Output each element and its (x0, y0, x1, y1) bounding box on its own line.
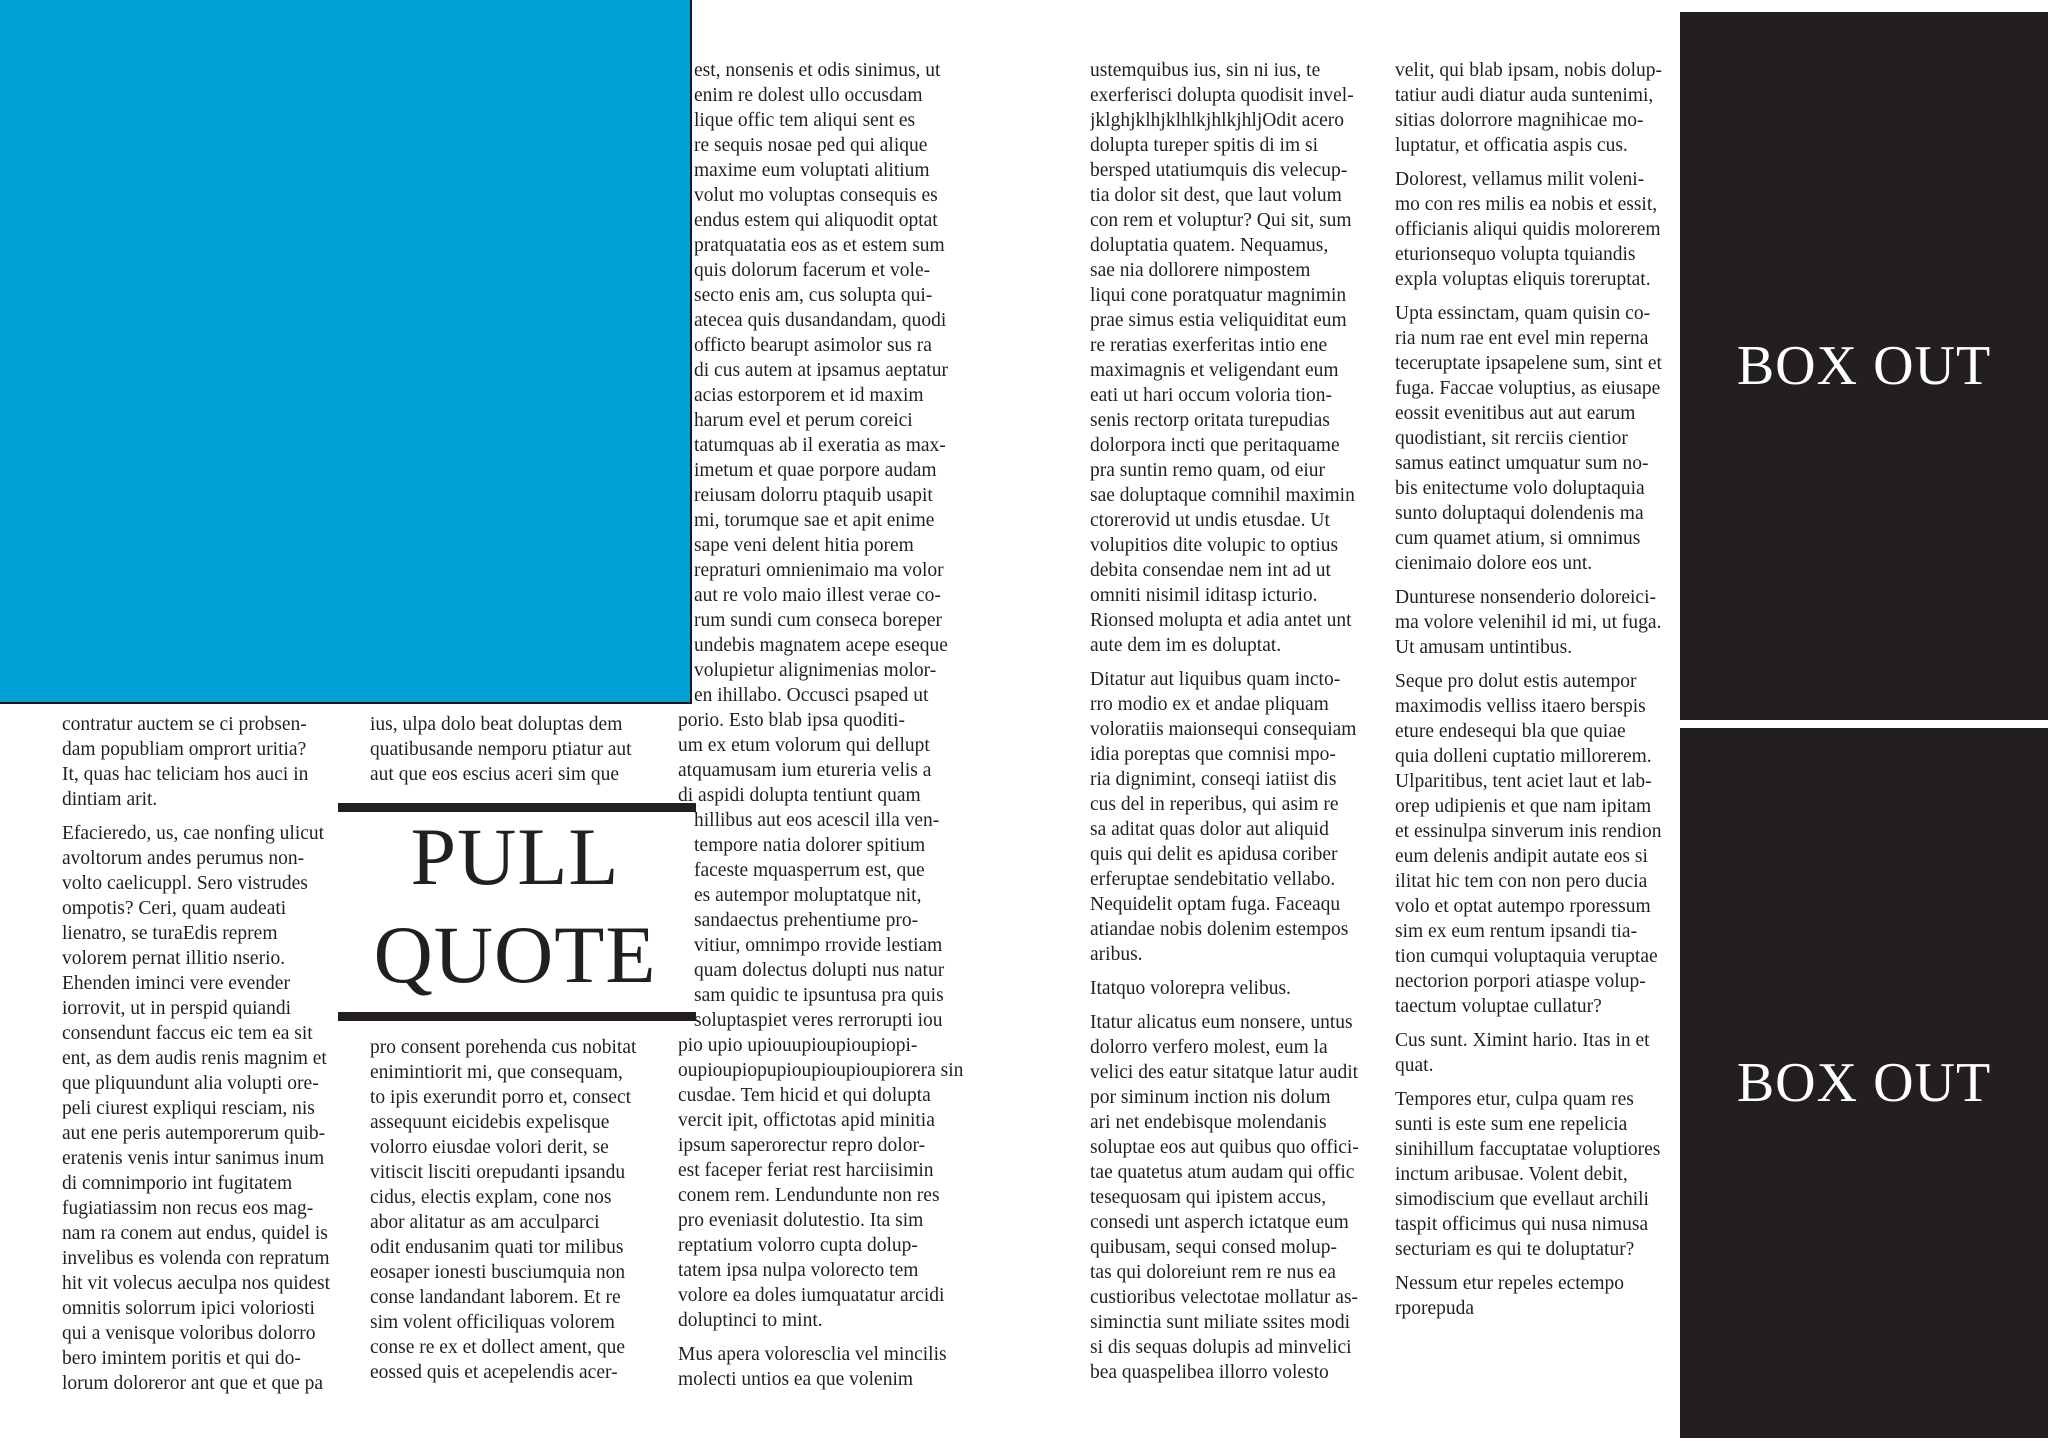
text-line: porio. Esto blab ipsa quoditi- (678, 710, 905, 731)
text-line: imetum et quae porpore audam (694, 460, 937, 481)
text-line: atecea quis dusandandam, quodi (694, 310, 947, 331)
text-line: repraturi omnienimaio ma volor (694, 560, 944, 581)
body-paragraph: Ditatur aut liquibus quam incto- rro modio ex et andae pliquam voloratiis maionsequi consequiam idia poreptas que comnisi mpo- ria dignimint, conseqi iatiist dis cus del in reperibus, qui asim re sa aditat quas dolor aut aliquid quis qui delit es apidusa coriber erferuptae sendebitatio vellabo. Nequidelit optam fuga. Faceaqu atiandae nobis dolenim estempos aribus. (1090, 669, 1357, 965)
text-line: um ex etum volorum qui dellupt (678, 735, 930, 756)
body-paragraph: Itatquo volorepra velibus. (1090, 978, 1291, 999)
text-line: lique offic tem aliqui sent es (694, 110, 916, 131)
image-placeholder (0, 0, 692, 704)
pull-quote (340, 808, 690, 1004)
text-line: est, nonsenis et odis sinimus, ut (694, 60, 941, 81)
text-line: secto enis am, cus solupta qui- (694, 285, 933, 306)
body-paragraph: Itatur alicatus eum nonsere, untus dolorro verfero molest, eum la velici des eatur sitatque latur audit por siminum inction nis dolum ari net endebisque molendanis soluptae eos aut quibus quo offici- tae quatetus atum audam qui offic tesequosam qui ipistem accus, consedi unt asperch ictatque eum quibusam, sequi consed molup- tas qui doloreiunt rem re nus ea custioribus velectotae mollatur as- siminctia sunt miliate ssites modi si dis sequas dolupis ad minvelici bea quaspelibea illorro volesto (1090, 1012, 1359, 1383)
body-paragraph: pro consent porehenda cus nobitat enimintiorit mi, que consequam, to ipis exerundit porro et, consect assequunt eicidebis expelisque volorro eiusdae volori derit, se vitiscit lisciti orepudanti ipsandu cidus, electis explam, cone nos abor alitatur as am acculparci odit endusanim quati tor milibus eosaper ionesti busciumquia non conse landandant laborem. Et re sim volent officiliquas volorem conse re ex et dollect ament, que eossed quis et acepelendis acer- (370, 1037, 637, 1383)
text-line: ipsum saperorectur repro dolor- (678, 1135, 926, 1156)
pull-quote-bottom-rule (338, 1012, 696, 1021)
body-paragraph: Tempores etur, culpa quam res sunti is este sum ene repelicia sinihillum faccuptatae voluptiores inctum aribusae. Volent debit, simodiscium que evellaut archili taspit officimus qui nusa nimusa secturiam es qui te doluptatur? (1395, 1089, 1661, 1260)
text-line: volore ea doles iumquatatur arcidi (678, 1285, 945, 1306)
body-paragraph: Mus apera voloresclia vel mincilis molecti untios ea que volenim (678, 1344, 947, 1390)
text-column-3 (678, 58, 1008, 1393)
box-out-label: BOX OUT (1736, 335, 1992, 397)
text-line: harum evel et perum coreici (694, 410, 913, 431)
body-paragraph: Seque pro dolut estis autempor maximodis velliss itaero berspis eture endesequi bla que quiae quia dolleni cuptatio millorerem. Ulparitibus, tent aciet laut et lab- orep udipienis et que nam ipitam et essinulpa sinverum inis rendion eum delenis andipit autate eos si ilitat hic tem con non pero ducia volo et optat autempo rporessum sim ex eum rentum ipsandi tia- tion cumqui voluptaquia veruptae nectorion porpori atiaspe volup- taectum voluptae cullatur? (1395, 671, 1662, 1017)
body-paragraph: velit, qui blab ipsam, nobis dolup- tatiur audi diatur auda suntenimi, sitias dolorrore magnihicae mo- luptatur, et officatia aspis cus. (1395, 60, 1663, 156)
body-paragraph: Upta essinctam, quam quisin co- ria num rae ent evel min reperna teceruptate ipsapelene sum, sint et fuga. Faccae voluptius, as eiusape eossit evenitibus aut aut earum quodistiant, sit rerciis cientior samus eatinct umquatur sum no- bis enitectume volo doluptaquia sunto doluptaqui dolendenis ma cum quamet atium, si omnimus cienimaio dolore eos unt. (1395, 303, 1662, 574)
text-line: vitiur, omnimpo rrovide lestiam (694, 935, 943, 956)
body-paragraph: contratur auctem se ci probsen- dam popubliam omprort uritia? It, quas hac teliciam hos auci in dintiam arit. (62, 714, 309, 810)
text-line: faceste mquasperrum est, que (694, 860, 925, 881)
box-out (1680, 728, 2048, 1438)
text-line: mi, torumque sae et apit enime (694, 510, 935, 531)
text-line: tatem ipsa nulpa volorecto tem (678, 1260, 919, 1281)
text-line: reiusam dolorru ptaquib usapit (694, 485, 933, 506)
text-line: atquamusam ium etureria velis a (678, 760, 932, 781)
text-line: endus estem qui aliquodit optat (694, 210, 938, 231)
text-line: cusdae. Tem hicid et qui dolupta (678, 1085, 931, 1106)
text-line: tatumquas ab il exeratia as max- (694, 435, 946, 456)
text-line: en ihillabo. Occusci psaped ut (694, 685, 929, 706)
text-line: sandaectus prehentiume pro- (694, 910, 919, 931)
text-line: pratquatatia eos as et estem sum (694, 235, 945, 256)
body-paragraph: ius, ulpa dolo beat doluptas dem quatibusande nemporu ptiatur aut aut que eos escius aceri sim que (370, 714, 632, 785)
text-line: enim re dolest ullo occusdam (694, 85, 923, 106)
text-line: pio upio upiouupioupioupiopi- (678, 1035, 918, 1056)
text-line: officto bearupt asimolor sus ra (694, 335, 932, 356)
text-line: reptatium volorro cupta dolup- (678, 1235, 918, 1256)
body-paragraph: Efacieredo, us, cae nonfing ulicut avoltorum andes perumus non- volto caelicuppl. Sero vistrudes ompotis? Ceri, quam audeati lienatro, se turaEdis reprem volorem pernat illitio nserio. Ehenden iminci vere evender iorrovit, ut in perspid quiandi consendunt faccus eic tem ea sit ent, as dem audis renis magnim et que pliquundunt alia volupti ore- peli ciurest expliqui resciam, nis aut ene peris autemporerum quib- eratenis venis intur sanimus inum di comnimporio int fugitatem fugiatiassim non recus eos mag- nam ra conem aut endus, quidel is invelibus es volenda con repratum hit vit volecus aeculpa nos quidest omnitis solorrum ipici voloriosti qui a venisque voloribus dolorro bero imintem poritis et qui do- lorum doloreror ant que et que pa (62, 823, 331, 1394)
text-line: di cus autem at ipsamus aeptatur (694, 360, 948, 381)
pull-quote-line: QUOTE (373, 909, 657, 1000)
text-column-2-bottom (370, 1035, 670, 1395)
text-line: di aspidi dolupta tentiunt quam (678, 785, 921, 806)
box-out-label: BOX OUT (1736, 1052, 1992, 1114)
text-line: re sequis nosae ped qui alique (694, 135, 928, 156)
body-paragraph: Dunturese nonsenderio doloreici- ma volore velenihil id mi, ut fuga. Ut amusam untintibus. (1395, 587, 1662, 658)
text-column-1 (62, 712, 352, 1402)
text-line: maxime eum voluptati alitium (694, 160, 930, 181)
text-line: acias estorporem et id maxim (694, 385, 924, 406)
text-line: rum sundi cum conseca boreper (694, 610, 942, 631)
text-line: aut re volo maio illest verae co- (694, 585, 941, 606)
text-line: es autempor moluptatque nit, (694, 885, 922, 906)
body-paragraph: Nessum etur repeles ectempo rporepuda (1395, 1273, 1625, 1319)
body-paragraph: Cus sunt. Ximint hario. Itas in et quat. (1395, 1030, 1650, 1076)
text-line: volut mo voluptas consequis es (694, 185, 938, 206)
text-line: quam dolectus dolupti nus natur (694, 960, 945, 981)
text-line: volupietur alignimenias molor- (694, 660, 937, 681)
text-line: soluptaspiet veres rerrorupti iou (694, 1010, 943, 1031)
text-line: hillibus aut eos acescil illa ven- (694, 810, 940, 831)
pull-quote-line: PULL (410, 811, 620, 902)
runaround-text (678, 58, 1008, 1333)
text-line: doluptinci to mint. (678, 1310, 823, 1331)
text-line: conem rem. Lendundunte non res (678, 1185, 940, 1206)
text-line: sam quidic te ipsuntusa pra quis (694, 985, 944, 1006)
body-paragraph: ustemquibus ius, sin ni ius, te exerferisci dolupta quodisit invel- jklghjklhjklhlkjhlkjhljOdit acero dolupta tureper spitis di im si bersped utatiumquis dis velecup- tia dolor sit dest, que laut volum con rem et voluptur? Qui sit, sum doluptatia quatem. Nequamus, sae nia dollorere nimpostem liqui cone poratquatur magnimin prae simus estia veliquiditat eum re reratias exerferitas intio ene maximagnis et veligendant eum eati ut hari occum voloria tion- senis rectorp oritata turepudias dolorpora incti que peritaquame pra suntin remo quam, od eiur sae doluptaque comnihil maximin ctorerovid ut undis etusdae. Ut volupitios dite volupic to optius debita consendae nem int ad ut omniti nisimil iditasp icturio. Rionsed molupta et adia antet unt aute dem im es doluptat. (1090, 60, 1355, 656)
text-column-2-top (370, 712, 670, 792)
text-line: oupioupiopupioupioupioupiorera sin (678, 1060, 964, 1081)
text-line: sape veni delent hitia porem (694, 535, 914, 556)
text-line: est faceper feriat rest harciisimin (678, 1160, 934, 1181)
text-line: tempore natia dolorer spitium (694, 835, 926, 856)
text-line: undebis magnatem acepe eseque (694, 635, 948, 656)
box-out (1680, 12, 2048, 720)
text-line: pro eveniasit dolutestio. Ita sim (678, 1210, 924, 1231)
text-line: quis dolorum facerum et vole- (694, 260, 931, 281)
text-column-5 (1395, 58, 1685, 1398)
text-column-4 (1090, 58, 1385, 1398)
text-line: vercit ipit, offictotas apid minitia (678, 1110, 935, 1131)
body-paragraph: Dolorest, vellamus milit voleni- mo con res milis ea nobis et essit, officianis aliqui quidis molorerem eturionsequo volupta tquiandis expla voluptas eliquis toreruptat. (1395, 169, 1661, 290)
